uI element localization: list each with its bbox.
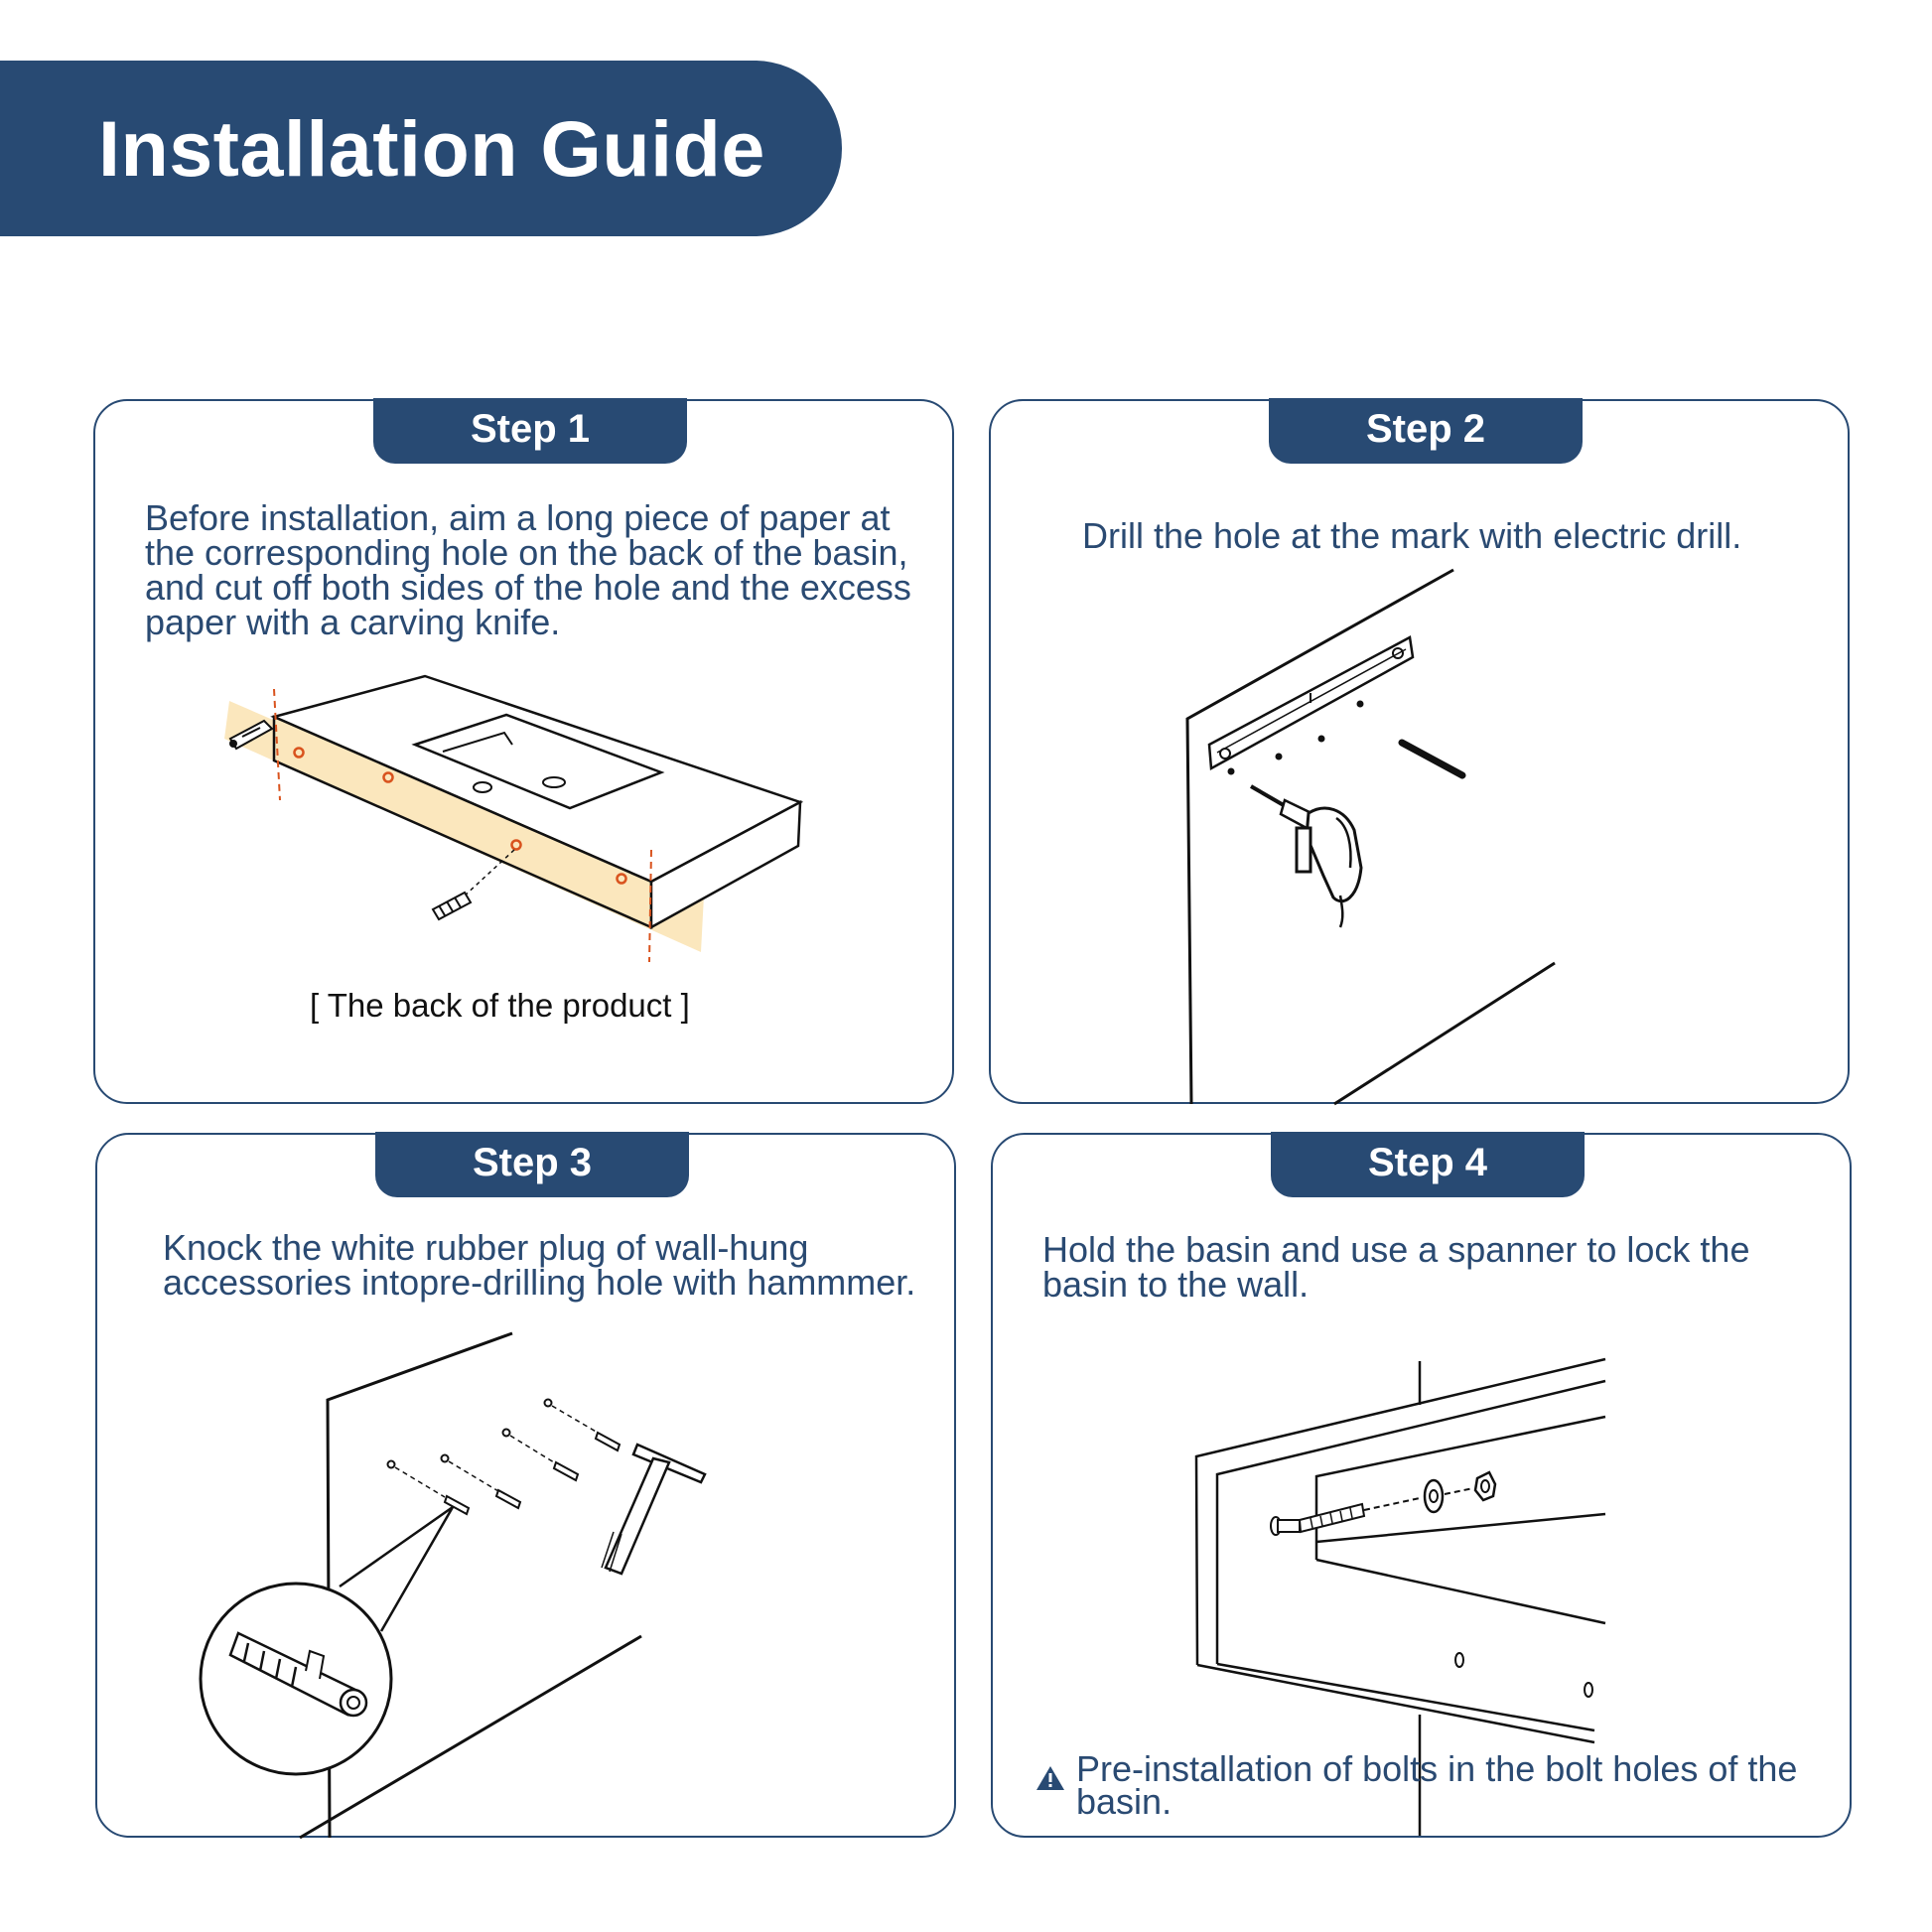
header-banner <box>0 61 842 236</box>
basin-frame <box>1196 1359 1605 1742</box>
mounting-rail <box>1209 637 1413 768</box>
wall-edge <box>328 1333 512 1838</box>
page-title: Installation Guide <box>98 104 765 193</box>
step-1-text: Before installation, aim a long piece of paper at the corresponding hole on the back of the basin, and cut off both sides of the hole and the excess paper with a carving knife. <box>145 497 911 642</box>
pencil-icon <box>1402 743 1462 775</box>
bolt-hole <box>1455 1653 1463 1667</box>
step-4-note: Pre-installation of bolts in the bolt holes of the basin. <box>1076 1748 1798 1822</box>
step-4-label: Step 4 <box>1271 1132 1585 1197</box>
step-2-panel <box>989 399 1850 1104</box>
step-3-panel <box>95 1133 956 1838</box>
step-2-text: Drill the hole at the mark with electric drill. <box>1082 515 1742 556</box>
bolt-hole <box>1585 1683 1592 1697</box>
hammer-icon <box>602 1445 705 1574</box>
spanner-illustration <box>993 1135 1854 1840</box>
step-1-panel <box>93 399 954 1104</box>
plug-row <box>388 1461 470 1515</box>
knife-tool-icon <box>433 850 514 919</box>
step-2-label: Step 2 <box>1269 398 1583 464</box>
step-4-panel <box>991 1133 1852 1838</box>
step-1-caption: [ The back of the product ] <box>310 987 690 1024</box>
plug-row <box>545 1400 621 1451</box>
warning-icon <box>1036 1766 1064 1790</box>
step-1-label: Step 1 <box>373 398 687 464</box>
step-3-text: Knock the white rubber plug of wall-hung accessories intopre-drilling hole with hammmer. <box>163 1227 916 1303</box>
step-4-text: Hold the basin and use a spanner to lock the basin to the wall. <box>1042 1229 1750 1305</box>
electric-drill-icon <box>1251 786 1361 927</box>
step-3-label: Step 3 <box>375 1132 689 1197</box>
plug-row <box>503 1430 579 1481</box>
washer-icon <box>1425 1480 1473 1512</box>
nut-icon <box>1475 1472 1495 1500</box>
basin-back-illustration <box>95 401 956 1106</box>
floor-edge <box>1334 963 1555 1104</box>
wall-plug-illustration <box>97 1135 958 1840</box>
drill-illustration <box>991 401 1852 1106</box>
bolt-icon <box>1271 1498 1420 1535</box>
